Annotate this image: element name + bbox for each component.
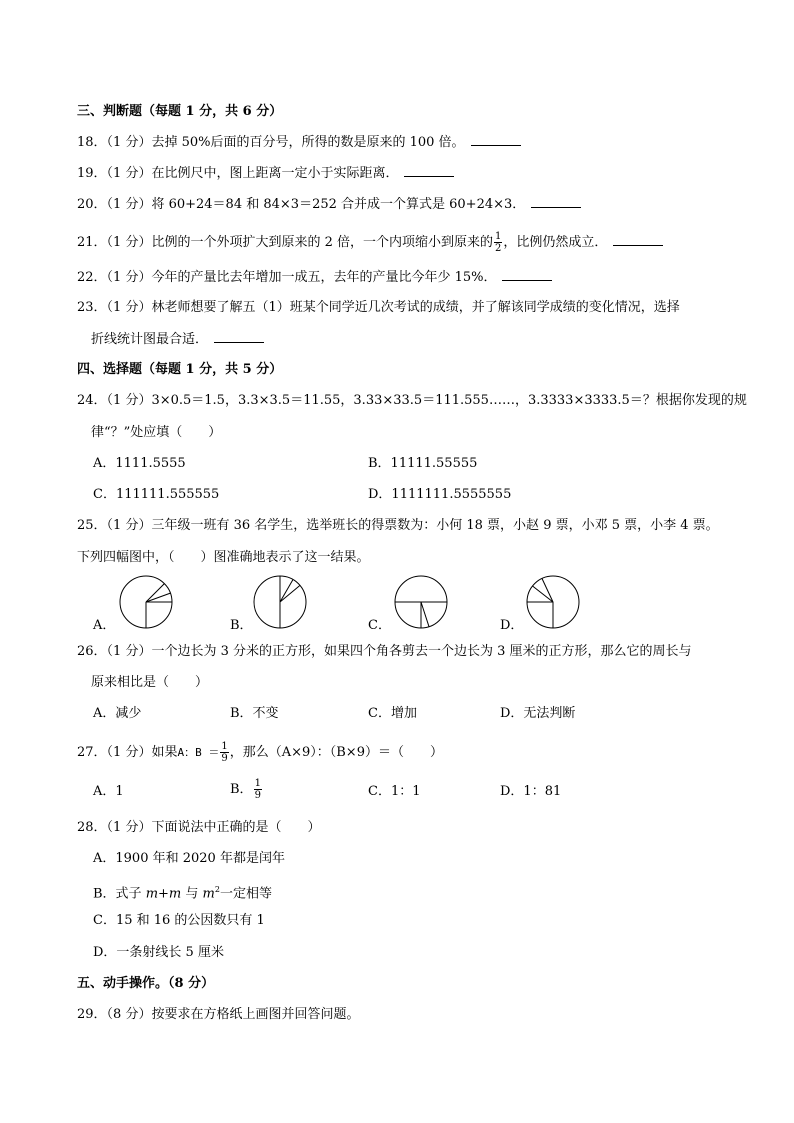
- option-24-a[interactable]: A．1111.5555: [93, 456, 186, 471]
- question-23-line-2: [91, 331, 264, 348]
- section-3-title: 三、判断题（每题 1 分，共 6 分）: [77, 104, 283, 119]
- question-22: [77, 269, 552, 286]
- option-24-d[interactable]: D．1111111.5555555: [368, 487, 512, 502]
- option-25-d[interactable]: D．: [500, 618, 524, 633]
- question-26-line-1: 26．（1 分）一个边长为 3 分米的正方形，如果四个角各剪去一个边长为 3 厘米的正方形，那么它的周长与: [77, 644, 692, 659]
- question-27-suffix: ，那么（A×9）：（B×9）＝（ ）: [229, 745, 443, 760]
- option-28-b-mid: 与: [181, 886, 203, 902]
- pie-chart-b[interactable]: [252, 574, 308, 630]
- question-19-text: 19．（1 分）在比例尺中，图上距离一定小于实际距离．: [77, 166, 399, 181]
- option-24-c[interactable]: C．111111.555555: [93, 487, 220, 502]
- question-28-line-1: 28．（1 分）下面说法中正确的是（ ）: [77, 820, 321, 835]
- answer-blank-23[interactable]: [214, 331, 264, 343]
- question-27-prefix: 27．（1 分）如果: [77, 745, 178, 760]
- option-26-c[interactable]: C．增加: [368, 706, 417, 721]
- answer-blank-22[interactable]: [502, 269, 552, 281]
- variable-m: m: [202, 886, 215, 902]
- question-23-line-1: 23．（1 分）林老师想要了解五（1）班某个同学近几次考试的成绩，并了解该同学成绩的变化情况，选择: [77, 300, 680, 315]
- section-4-title: 四、选择题（每题 1 分，共 5 分）: [77, 362, 283, 377]
- option-25-c[interactable]: C．: [368, 618, 391, 633]
- option-27-a[interactable]: A．1: [93, 784, 124, 799]
- question-20: [77, 196, 581, 213]
- option-28-a[interactable]: A．1900 年和 2020 年都是闰年: [93, 851, 285, 866]
- variable-m: m: [145, 886, 159, 902]
- question-25-line-1: 25．（1 分）三年级一班有 36 名学生，选举班长的得票数为：小何 18 票，小赵 9 票，小邓 5 票，小李 4 票。: [77, 518, 719, 533]
- answer-blank-20[interactable]: [531, 196, 581, 208]
- question-21: [77, 231, 663, 254]
- option-27-b-fraction: $\frac{1}{9}$: [254, 778, 261, 801]
- answer-blank-19[interactable]: [404, 165, 454, 177]
- exponent: 2: [214, 885, 220, 894]
- plus-sign: +: [158, 886, 169, 902]
- question-19: [77, 165, 454, 182]
- option-27-d[interactable]: D．1：81: [500, 784, 562, 799]
- question-20-text: 20．（1 分）将 60+24＝84 和 84×3＝252 合并成一个算式是 60+24×3．: [77, 197, 526, 212]
- question-18-text: 18．（1 分）去掉 50%后面的百分号，所得的数是原来的 100 倍。: [77, 135, 465, 150]
- variable-m: m: [168, 886, 182, 902]
- option-27-b[interactable]: [230, 778, 263, 801]
- option-28-b-end: 一定相等: [219, 886, 272, 902]
- option-25-a[interactable]: A．: [93, 618, 116, 633]
- fraction-one-ninth: $\frac{1}{9}$: [221, 741, 228, 764]
- question-24-line-2: 律“？”处应填（ ）: [91, 425, 222, 440]
- option-28-b[interactable]: [93, 882, 272, 902]
- option-27-b-label: B．: [230, 782, 253, 797]
- option-26-d[interactable]: D．无法判断: [500, 706, 576, 721]
- pie-chart-d[interactable]: [525, 574, 581, 630]
- question-18: [77, 134, 521, 151]
- question-26-line-2: 原来相比是（ ）: [91, 675, 209, 690]
- question-23-text: 折线统计图最合适．: [91, 332, 209, 347]
- answer-blank-18[interactable]: [471, 134, 521, 146]
- option-25-b[interactable]: B．: [230, 618, 253, 633]
- option-28-b-text: B．式子: [93, 886, 146, 902]
- question-22-text: 22．（1 分）今年的产量比去年增加一成五，去年的产量比今年少 15%．: [77, 270, 497, 285]
- option-28-c[interactable]: C．15 和 16 的公因数只有 1: [93, 913, 265, 928]
- question-24-line-1: 24．（1 分）3×0.5＝1.5，3.3×3.5＝11.55，3.33×33.5＝111.555……，3.3333×3333.5＝？根据你发现的规: [77, 393, 747, 408]
- option-26-b[interactable]: B．不变: [230, 706, 279, 721]
- option-26-a[interactable]: A．减少: [93, 706, 142, 721]
- option-27-c[interactable]: C．1：1: [368, 784, 421, 799]
- option-24-b[interactable]: B．11111.55555: [368, 456, 478, 471]
- question-21-text-b: ，比例仍然成立．: [503, 235, 608, 250]
- question-29: 29．（8 分）按要求在方格纸上画图并回答问题。: [77, 1007, 360, 1022]
- section-5-title: 五、动手操作。（8 分）: [77, 976, 215, 991]
- option-28-d[interactable]: D．一条射线长 5 厘米: [93, 945, 224, 960]
- fraction-one-half: $\frac{1}{2}$: [494, 231, 502, 254]
- pie-chart-c[interactable]: [393, 574, 449, 630]
- pie-chart-a[interactable]: [118, 574, 174, 630]
- question-27-ratio: A：B ＝: [177, 746, 220, 759]
- question-27: [77, 741, 443, 764]
- question-25-line-2: 下列四幅图中，（ ）图准确地表示了这一结果。: [77, 550, 370, 565]
- question-21-text-a: 21．（1 分）比例的一个外项扩大到原来的 2 倍，一个内项缩小到原来的: [77, 235, 493, 250]
- answer-blank-21[interactable]: [613, 234, 663, 246]
